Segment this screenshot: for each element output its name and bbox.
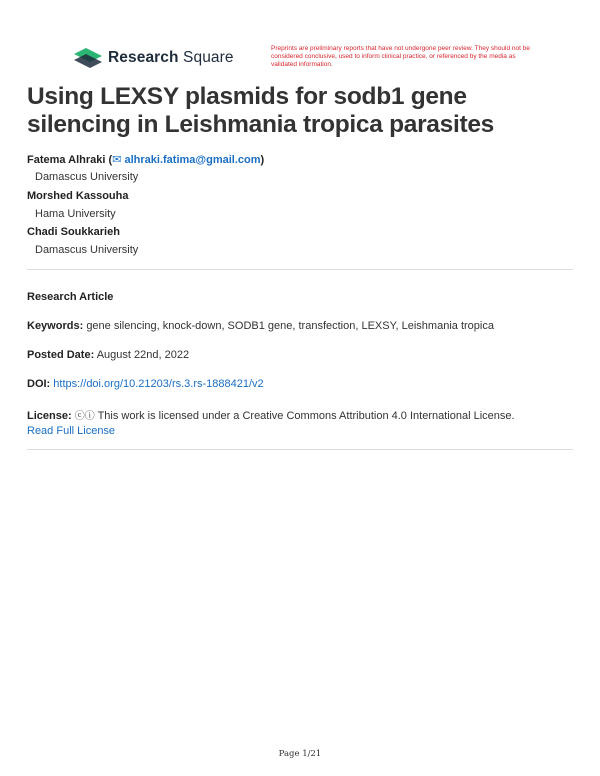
research-square-logo[interactable] (74, 48, 234, 68)
posted-date-value: August 22nd, 2022 (96, 349, 190, 361)
posted-date-line: Posted Date: August 22nd, 2022 (27, 349, 190, 361)
article-type: Research Article (27, 291, 114, 303)
author-affiliation: Hama University (35, 208, 116, 220)
author-name: Morshed Kassouha (27, 190, 129, 202)
envelope-icon: ✉ (112, 154, 122, 166)
keywords-value: gene silencing, knock-down, SODB1 gene, transfection, LEXSY, Leishmania tropica (86, 320, 494, 332)
license-line: License: ⓒⓘ This work is licensed under a Creative Commons Attribution 4.0 International License. (27, 410, 515, 422)
preprint-disclaimer: Preprints are preliminary reports that have not undergone peer review. They should not be considered conclusive, used to inform clinical practice, or referenced by the media as validated information. (271, 45, 530, 68)
author-name: Chadi Soukkarieh (27, 226, 120, 238)
divider (27, 269, 573, 270)
read-full-license-link[interactable]: Read Full License (27, 425, 116, 437)
author-affiliation: Damascus University (35, 171, 139, 183)
author-email-link[interactable]: alhraki.fatima@gmail.com (124, 154, 261, 166)
divider (27, 449, 573, 450)
doi-line: DOI: https://doi.org/10.21203/rs.3.rs-1888421/v2 (27, 378, 264, 390)
research-square-logo-icon (74, 48, 102, 68)
read-license-line (27, 425, 573, 437)
doi-link[interactable]: https://doi.org/10.21203/rs.3.rs-1888421/v2 (53, 378, 264, 390)
author-name: Fatema Alhraki (✉ alhraki.fatima@gmail.com) (27, 154, 265, 166)
keywords-line: Keywords: gene silencing, knock-down, SODB1 gene, transfection, LEXSY, Leishmania tropica (27, 320, 494, 332)
license-text: This work is licensed under a Creative Commons Attribution 4.0 International License. (97, 410, 515, 422)
paper-title: Using LEXSY plasmids for sodb1 gene silencing in Leishmania tropica parasites (27, 83, 494, 138)
cc-icon[interactable]: ⓒⓘ (74, 411, 95, 422)
author-affiliation: Damascus University (35, 244, 139, 256)
logo-text: Research Square (108, 49, 234, 66)
page-number: Page 1/21 (278, 749, 322, 759)
